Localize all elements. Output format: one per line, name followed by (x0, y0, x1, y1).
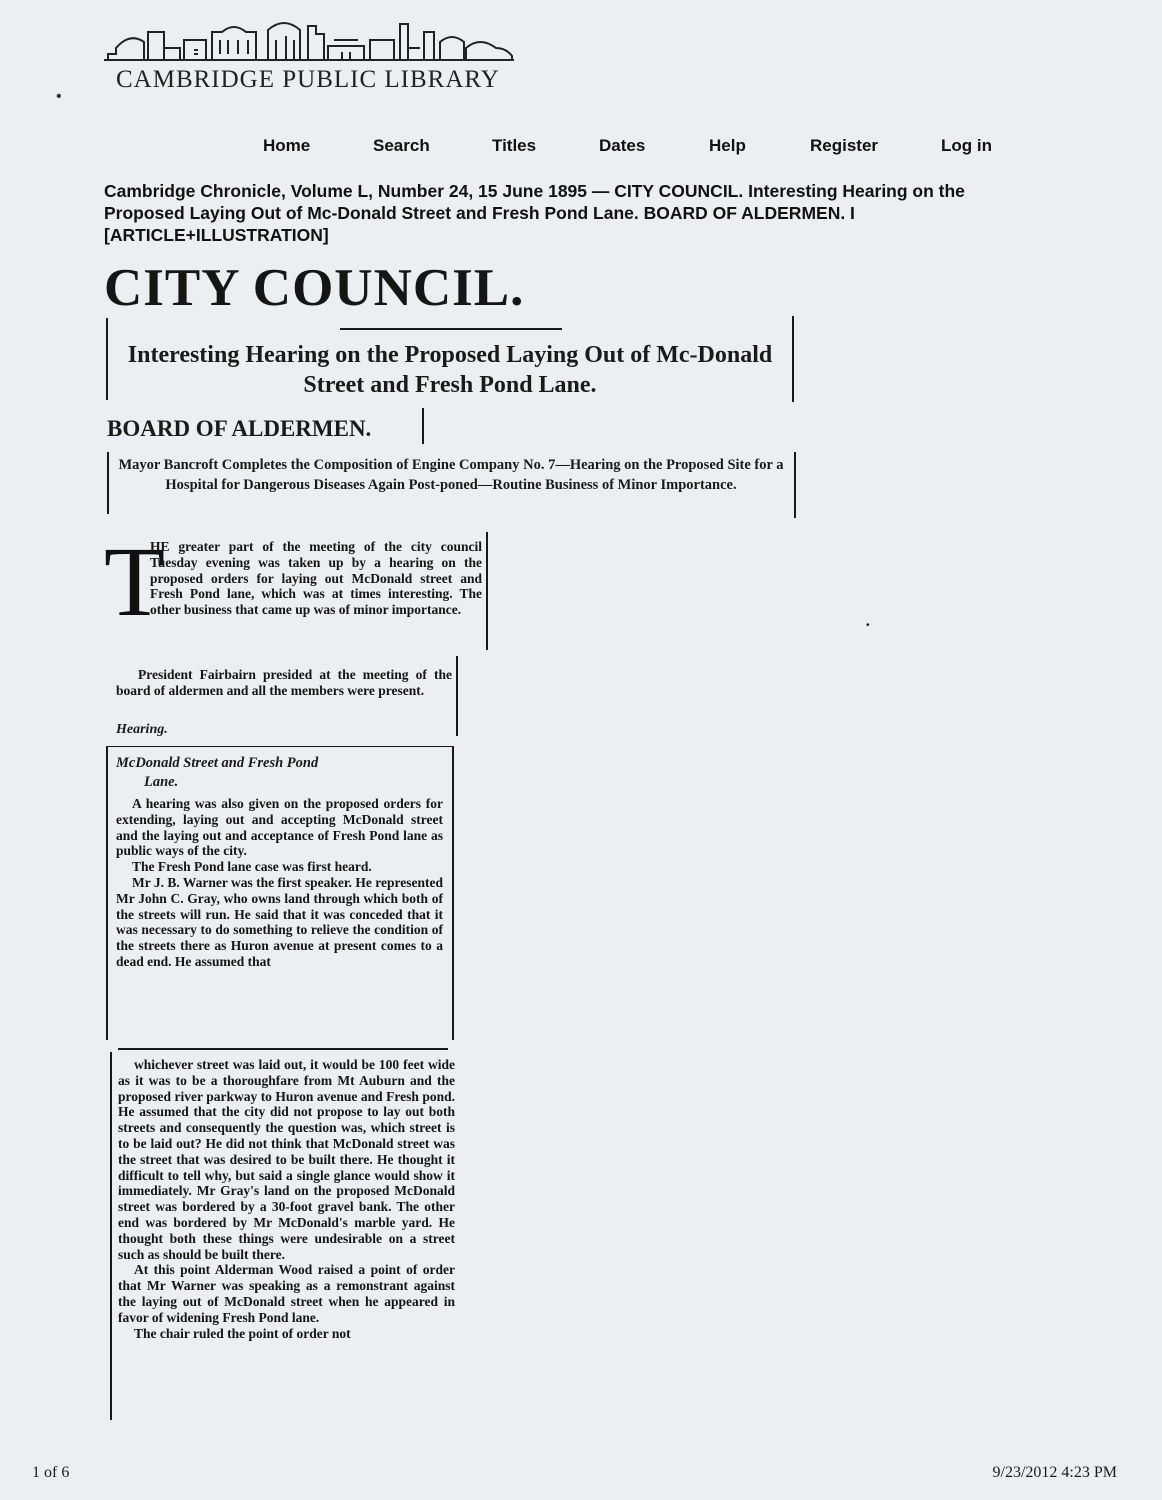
nav-titles[interactable]: Titles (492, 136, 537, 155)
para-warner: Mr J. B. Warner was the first speaker. He represented Mr John C. Gray, who owns land through which both of the streets will run. He said that it was conceded that it was necessary to do something to relieve the condition of the streets there as Huron avenue at present comes to a dead end. He assumed that (116, 874, 443, 969)
page-headline: Cambridge Chronicle, Volume L, Number 24, 15 June 1895 — CITY COUNCIL. Interesting Hearing on the Proposed Laying Out of Mc-Donald Street and Fresh Pond Lane. BOARD OF ALDERMEN. I [ARTICLE+ILLUSTRATION] (104, 181, 965, 245)
deck-right-border (794, 452, 796, 518)
section-top-rule (106, 746, 454, 747)
column-break-rule (118, 1048, 448, 1050)
subhead-line-2: Lane. (144, 774, 179, 790)
article-para-hearing (116, 796, 443, 970)
para-hearing-given: A hearing was also given on the proposed orders for extending, laying out and accepting McDonald street and the laying out and acceptance of Fresh Pond lane as public ways of the city. (116, 796, 443, 859)
column-right-border (486, 532, 488, 650)
article-deck: Mayor Bancroft Completes the Composition of Engine Company No. 7—Hearing on the Proposed Site for a Hospital for Dangerous Diseases Again Post-poned—Routine Business of Minor Importance. (118, 457, 784, 493)
title-rule (340, 328, 562, 330)
para-first-heard: The Fresh Pond lane case was first heard. (132, 859, 372, 875)
nav-search[interactable]: Search (373, 136, 430, 155)
article-para-president: President Fairbairn presided at the meeting of the board of aldermen and all the members were present. (116, 667, 452, 698)
subhead-line-1: McDonald Street and Fresh Pond (116, 755, 319, 771)
speck: • (866, 620, 870, 631)
para2-right-border (456, 656, 458, 736)
section-subhead (116, 754, 446, 792)
article-para-continued (118, 1057, 455, 1341)
main-nav (0, 136, 1162, 162)
library-skyline-icon (104, 18, 516, 64)
board-right-border (422, 408, 424, 444)
subtitle-right-border (792, 316, 794, 402)
col2-left-border (110, 1052, 112, 1420)
article-para-intro: HE greater part of the meeting of the city council Tuesday evening was taken up by a hearing on the proposed orders for laying out McDonald street and Fresh Pond lane, which was at times interesting. The other business that came up was of minor importance. (150, 539, 482, 618)
page-counter: 1 of 6 (32, 1464, 70, 1481)
para-chair-ruled: The chair ruled the point of order not (134, 1325, 351, 1341)
para-point-of-order: At this point Alderman Wood raised a point of order that Mr Warner was speaking as a remonstrant against the laying out of McDonald street when he appeared in favor of widening Fresh Pond lane. (118, 1262, 455, 1325)
nav-home[interactable]: Home (263, 136, 311, 155)
library-logo[interactable] (104, 18, 516, 94)
section-left-border (106, 746, 108, 1040)
print-timestamp: 9/23/2012 4:23 PM (992, 1464, 1117, 1481)
stray-mark: • (56, 88, 62, 105)
drop-cap: T (104, 526, 166, 637)
section-label: Hearing. (116, 722, 168, 737)
nav-dates[interactable]: Dates (599, 136, 646, 155)
section-right-border (452, 746, 454, 1040)
article-subtitle: Interesting Hearing on the Proposed Laying Out of Mc-Donald Street and Fresh Pond Lane. (127, 342, 773, 398)
nav-login[interactable]: Log in (941, 136, 992, 155)
nav-register[interactable]: Register (810, 136, 879, 155)
board-heading: BOARD OF ALDERMEN. (107, 416, 372, 441)
para-whichever: whichever street was laid out, it would be 100 feet wide as it was to be a thoroughfare from Mt Auburn and the proposed river parkway to Huron avenue and Fresh pond. He assumed that the city did not propose to lay out both streets and consequently the question was, which street is to be laid out? He did not think that McDonald street was the street that was desired to be built there. He thought it difficult to tell why, but said a single glance would show it immediately. Mr Gray's land on the proposed McDonald street was bordered by a 30-foot gravel bank. The other end was bordered by Mr McDonald's marble yard. He thought both these things were undesirable on a street such as should be built there. (118, 1057, 455, 1262)
deck-left-border (107, 452, 109, 514)
subtitle-left-border (106, 318, 108, 400)
nav-help[interactable]: Help (709, 136, 746, 155)
library-name: CAMBRIDGE PUBLIC LIBRARY (116, 66, 500, 93)
article-title: CITY COUNCIL. (104, 259, 525, 317)
